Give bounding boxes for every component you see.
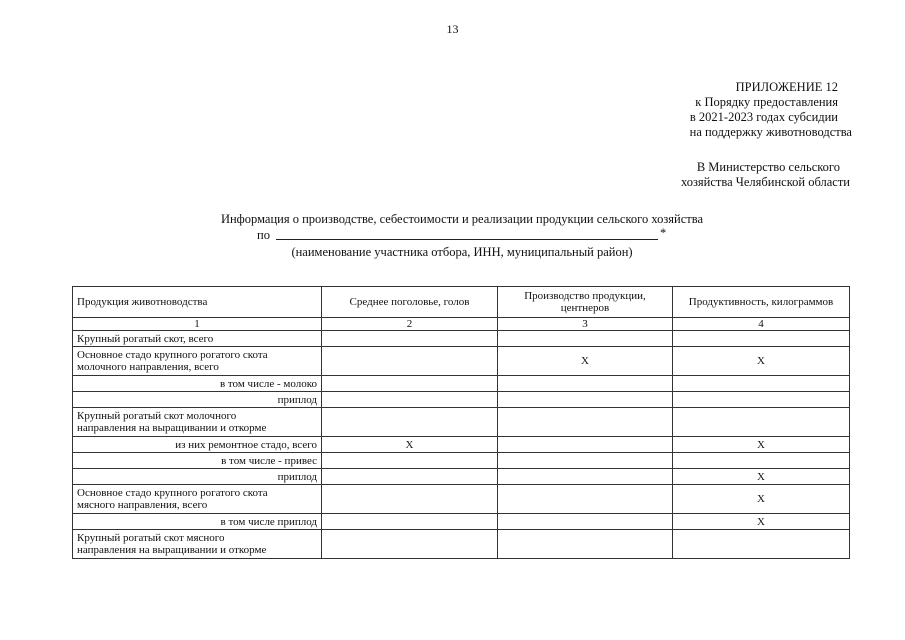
cell-avg-head: [322, 331, 498, 347]
appendix-title: ПРИЛОЖЕНИЕ 12: [735, 80, 838, 94]
appendix-line: в 2021-2023 годах субсидии: [689, 110, 838, 124]
cell-productivity: [673, 530, 850, 559]
column-header: Среднее поголовье, голов: [322, 287, 498, 318]
form-title-subcaption: (наименование участника отбора, ИНН, муниципальный район): [291, 245, 633, 259]
column-number-row: [73, 318, 850, 331]
column-header: Производство продукции, центнеров: [498, 287, 673, 318]
addressee-block: [560, 160, 850, 190]
cell-productivity: [673, 392, 850, 408]
cell-production: [498, 469, 673, 485]
cell-productivity: Х: [673, 514, 850, 530]
form-title-main: Информация о производстве, себестоимости и реализации продукции сельского хозяйства: [220, 212, 704, 226]
cell-production: [498, 392, 673, 408]
row-label-line: Крупный рогатый скот мясного: [77, 532, 225, 544]
table-row: [73, 408, 850, 437]
row-label: в том числе - молоко: [73, 376, 322, 392]
livestock-table: [72, 286, 850, 559]
column-number: 4: [673, 318, 850, 331]
column-number: 3: [498, 318, 673, 331]
cell-production: [498, 530, 673, 559]
column-number: 2: [322, 318, 498, 331]
row-label: Крупный рогатый скот, всего: [73, 331, 322, 347]
cell-productivity: [673, 331, 850, 347]
row-label: в том числе - привес: [73, 453, 322, 469]
row-label-line: Крупный рогатый скот молочного: [77, 410, 237, 422]
row-label: [73, 347, 322, 376]
addressee-line: хозяйства Челябинской области: [680, 175, 850, 189]
cell-avg-head: [322, 514, 498, 530]
table-row: [73, 347, 850, 376]
row-label-line: мясного направления, всего: [77, 499, 208, 511]
participant-name-line: [276, 239, 658, 240]
row-label: приплод: [73, 469, 322, 485]
page-number: 13: [446, 22, 459, 36]
cell-production: Х: [498, 347, 673, 376]
cell-production: [498, 331, 673, 347]
form-title-star: *: [660, 226, 667, 240]
row-label: в том числе приплод: [73, 514, 322, 530]
cell-productivity: [673, 408, 850, 437]
cell-production: [498, 376, 673, 392]
row-label-line: молочного направления, всего: [77, 361, 219, 373]
table-row: [73, 469, 850, 485]
column-header: Продукция животноводства: [73, 287, 322, 318]
cell-avg-head: [322, 485, 498, 514]
table-row: [73, 392, 850, 408]
appendix-line: к Порядку предоставления: [695, 95, 838, 109]
table-row: [73, 376, 850, 392]
cell-productivity: Х: [673, 469, 850, 485]
row-label: [73, 408, 322, 437]
table-row: [73, 530, 850, 559]
cell-avg-head: [322, 408, 498, 437]
row-label-line: направления на выращивании и откорме: [77, 422, 267, 434]
row-label: [73, 485, 322, 514]
table-row: [73, 453, 850, 469]
cell-productivity: [673, 376, 850, 392]
appendix-line: на поддержку животноводства: [689, 125, 852, 139]
table-row: [73, 331, 850, 347]
cell-avg-head: [322, 453, 498, 469]
cell-productivity: Х: [673, 485, 850, 514]
cell-avg-head: [322, 530, 498, 559]
cell-productivity: Х: [673, 437, 850, 453]
cell-avg-head: Х: [322, 437, 498, 453]
cell-production: [498, 514, 673, 530]
column-header: Продуктивность, килограммов: [673, 287, 850, 318]
cell-production: [498, 453, 673, 469]
addressee-line: В Министерство сельского: [696, 160, 840, 174]
cell-production: [498, 408, 673, 437]
table-header-row: [73, 287, 850, 318]
cell-productivity: [673, 453, 850, 469]
row-label: из них ремонтное стадо, всего: [73, 437, 322, 453]
form-title-po: по: [257, 228, 270, 242]
table-row: [73, 485, 850, 514]
row-label-line: направления на выращивании и откорме: [77, 544, 267, 556]
cell-avg-head: [322, 376, 498, 392]
appendix-block: [560, 80, 900, 140]
row-label: приплод: [73, 392, 322, 408]
cell-production: [498, 437, 673, 453]
cell-avg-head: [322, 392, 498, 408]
row-label: [73, 530, 322, 559]
row-label-line: Основное стадо крупного рогатого скота: [77, 487, 268, 499]
cell-avg-head: [322, 347, 498, 376]
column-number: 1: [73, 318, 322, 331]
cell-productivity: Х: [673, 347, 850, 376]
table-row: [73, 437, 850, 453]
cell-production: [498, 485, 673, 514]
cell-avg-head: [322, 469, 498, 485]
row-label-line: Основное стадо крупного рогатого скота: [77, 349, 268, 361]
table-row: [73, 514, 850, 530]
